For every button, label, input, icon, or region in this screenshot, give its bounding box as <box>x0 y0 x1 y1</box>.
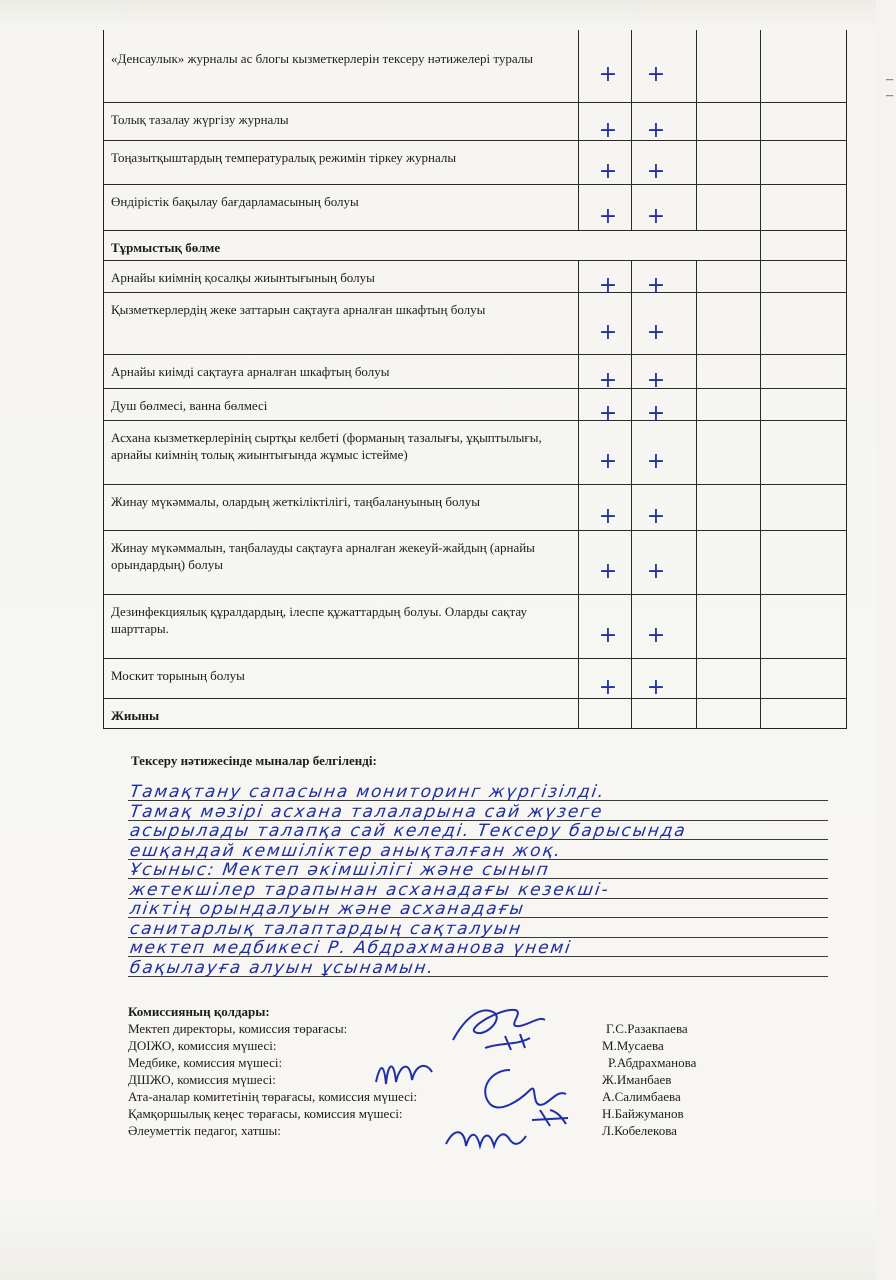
member-role: ДОІЖО, комиссия мүшесі: <box>128 1038 277 1053</box>
check-mark: + <box>598 504 618 529</box>
table-row <box>104 698 846 728</box>
inspection-table <box>103 30 896 729</box>
check-mark: + <box>646 320 666 345</box>
handwritten-line: Тамақтану сапасына мониторинг жүргізілді. <box>128 782 607 802</box>
handwritten-line: ліктің орындалуын және асханадағы <box>128 899 527 919</box>
check-mark: + <box>646 675 666 700</box>
check-mark: + <box>598 118 618 143</box>
table-row <box>104 354 846 393</box>
check-mark: + <box>598 204 618 229</box>
findings-title: Тексеру нәтижесінде мыналар белгіленді: <box>131 753 377 768</box>
member-role: Ата-аналар комитетінің төрағасы, комиссия мүшесі: <box>128 1089 418 1104</box>
member-name: Р.Абдрахманова <box>608 1055 697 1070</box>
handwritten-line: мектеп медбикесі Р. Абдрахманова үнемі <box>128 938 573 958</box>
row-label: Душ бөлмесі, ванна бөлмесі <box>111 398 268 413</box>
member-role: Қамқоршылық кеңес төрағасы, комиссия мүшесі: <box>128 1106 403 1121</box>
member-role: Медбике, комиссия мүшесі: <box>128 1055 283 1070</box>
table-row <box>104 260 846 298</box>
check-mark: + <box>646 159 666 184</box>
column-divider <box>760 30 761 728</box>
stray-mark: – – <box>886 72 896 103</box>
handwritten-line: Тамақ мәзірі асхана талаларына сай жүзеге <box>128 801 605 822</box>
row-label: Жиыны <box>111 708 160 723</box>
check-mark: + <box>646 62 666 87</box>
check-mark: + <box>646 204 666 229</box>
check-mark: + <box>646 623 666 648</box>
merged-cell <box>577 231 697 260</box>
signature-director <box>445 998 555 1058</box>
row-label: Жинау мүкәммалы, олардың жеткіліктілігі, таңбалануының болуы <box>111 494 481 509</box>
row-label: Жинау мүкәммалын, таңбалауды сақтауға арналған жекеуй-жайдың (арнайы орындардың) болуы <box>111 540 535 572</box>
member-name: Н.Байжуманов <box>602 1106 684 1121</box>
table-row <box>104 30 846 102</box>
signature-secretary <box>440 1118 530 1163</box>
commission-title: Комиссияның қолдары: <box>128 1004 270 1019</box>
table-row <box>104 292 846 354</box>
check-mark: + <box>598 623 618 648</box>
column-divider <box>578 30 579 728</box>
row-label: Қызметкерлердің жеке заттарын сақтауға арналған шкафтың болуы <box>111 302 486 317</box>
handwritten-line: асырылады талапқа сай келеді. Тексеру барысында <box>128 821 688 841</box>
row-label: Дезинфекциялық құралдардың, ілеспе құжаттардың болуы. Оларды сақтау шарттары. <box>111 604 527 636</box>
table-row <box>104 230 846 260</box>
check-mark: + <box>598 449 618 474</box>
member-name: Ж.Иманбаев <box>602 1072 672 1087</box>
handwritten-line: Ұсыныс: Мектеп әкімшілігі және сынып <box>128 860 552 880</box>
row-label: «Денсаулык» журналы ас блогы кызметкерлерін тексеру нәтижелері туралы <box>111 51 533 66</box>
row-label: Өндірістік бақылау бағдарламасының болуы <box>111 194 359 209</box>
column-divider <box>696 30 697 728</box>
table-row <box>104 484 846 530</box>
check-mark: + <box>598 320 618 345</box>
check-mark: + <box>598 62 618 87</box>
handwritten-line: санитарлық талаптардың сақталуын <box>128 918 524 939</box>
check-mark: + <box>598 273 618 298</box>
member-name: Г.С.Разакпаева <box>606 1021 688 1036</box>
check-mark: + <box>646 449 666 474</box>
row-label: Толық тазалау жүргізу журналы <box>111 112 289 127</box>
table-row <box>104 594 846 658</box>
table-row <box>104 388 846 426</box>
row-label: Арнайы киімнің қосалқы жиынтығының болуы <box>111 270 375 285</box>
row-label: Тұрмыстық бөлме <box>111 240 221 255</box>
row-label: Москит торының болуы <box>111 668 245 683</box>
member-role: Әлеуметтік педагог, хатшы: <box>128 1123 281 1138</box>
table-row <box>104 658 846 698</box>
row-label: Тоңазытқыштардың температуралық режимін тіркеу журналы <box>111 150 457 165</box>
check-mark: + <box>646 273 666 298</box>
handwritten-line: ешқандай кемшіліктер анықталған жоқ. <box>128 840 564 861</box>
table-row <box>104 102 846 143</box>
member-role: ДШЖО, комиссия мүшесі: <box>128 1072 276 1087</box>
handwritten-line: бақылауға алуын ұсынамын. <box>128 957 437 978</box>
table-row <box>104 530 846 594</box>
member-name: А.Салимбаева <box>602 1089 681 1104</box>
member-name: Л.Кобелекова <box>602 1123 677 1138</box>
check-mark: + <box>646 504 666 529</box>
member-name: М.Мусаева <box>602 1038 664 1053</box>
member-role: Мектеп директоры, комиссия төрағасы: <box>128 1021 348 1036</box>
table-row <box>104 420 846 484</box>
check-mark: + <box>598 559 618 584</box>
row-label: Асхана кызметкерлерінің сыртқы келбеті (форманың тазалығы, ұқыптылығы, арнайы киімнің толық жиынтығында жұмыс істейме) <box>111 430 542 462</box>
handwritten-line: жетекшілер тарапынан асханадағы кезекші- <box>128 879 611 900</box>
check-mark: + <box>646 118 666 143</box>
check-mark: + <box>646 401 666 426</box>
check-mark: + <box>598 401 618 426</box>
check-mark: + <box>598 159 618 184</box>
check-mark: + <box>646 559 666 584</box>
check-mark: + <box>598 368 618 393</box>
signature-nurse <box>370 1052 440 1097</box>
row-label: Арнайы киімді сақтауға арналған шкафтың болуы <box>111 364 390 379</box>
check-mark: + <box>646 368 666 393</box>
check-mark: + <box>598 675 618 700</box>
column-divider <box>631 30 632 728</box>
table-row <box>104 140 846 184</box>
table-row <box>104 184 846 230</box>
